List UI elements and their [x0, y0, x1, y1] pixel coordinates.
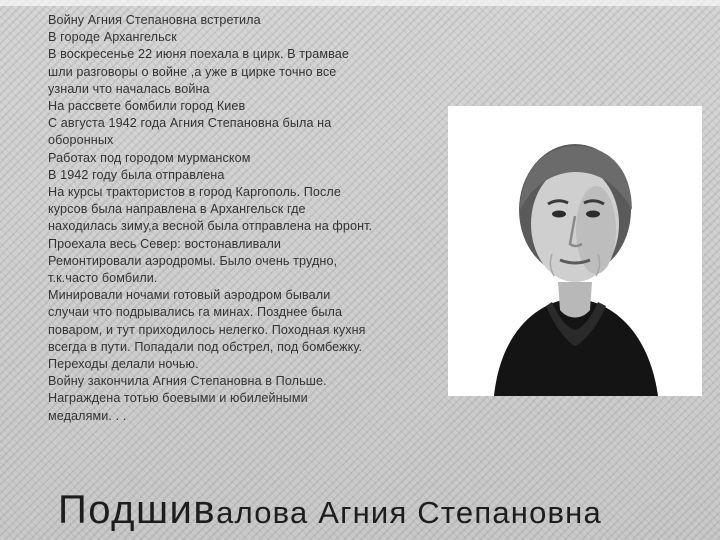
- text-line: Проехала весь Север: востонавливали: [48, 236, 282, 251]
- title-large-part: Подшив: [58, 488, 217, 532]
- text-line: т.к.часто бомбили.: [48, 271, 158, 286]
- biography-text: [48, 12, 438, 425]
- text-line: всегда в пути. Попадали под обстрел, под бомбежку.: [48, 339, 363, 354]
- text-line: На курсы трактористов в город Каргополь. После: [48, 185, 341, 200]
- text-line: медалями. . .: [48, 408, 127, 423]
- text-line: В городе Архангельск: [48, 30, 177, 45]
- text-line: узнали что началась война: [48, 81, 210, 96]
- title-rest-part: алова Агния Степановна: [216, 495, 602, 530]
- text-line: случаи что подрывались га минах. Позднее была: [48, 305, 343, 320]
- text-line: поваром, и тут приходилось нелегко. Походная кухня: [48, 322, 366, 337]
- text-line: Войну закончила Агния Степановна в Польше.: [48, 374, 327, 389]
- text-line: Переходы делали ночью.: [48, 357, 199, 372]
- text-line: оборонных: [48, 133, 114, 148]
- text-line: шли разговоры о войне ,а уже в цирке точно все: [48, 64, 337, 79]
- slide-title: [58, 488, 602, 533]
- portrait-illustration: [448, 106, 702, 396]
- text-line: Награждена тотью боевыми и юбилейными: [48, 391, 308, 406]
- portrait-photo: [448, 106, 702, 396]
- text-line: Минировали ночами готовый аэродром бывали: [48, 288, 331, 303]
- text-line: Ремонтировали аэродромы. Было очень трудно,: [48, 253, 338, 268]
- text-line: Работах под городом мурманском: [48, 150, 251, 165]
- text-line: В воскресенье 22 июня поехала в цирк. В трамвае: [48, 47, 349, 62]
- text-line: Войну Агния Степановна встретила: [48, 13, 261, 27]
- text-line: В 1942 году была отправлена: [48, 167, 225, 182]
- text-line: С августа 1942 года Агния Степановна была на: [48, 116, 332, 131]
- text-line: находилась зиму,а весной была отправлена на фронт.: [48, 219, 373, 234]
- text-line: курсов была направлена в Архангельск где: [48, 202, 306, 217]
- slide-top-border: [0, 0, 720, 6]
- text-line: На рассвете бомбили город Киев: [48, 99, 246, 114]
